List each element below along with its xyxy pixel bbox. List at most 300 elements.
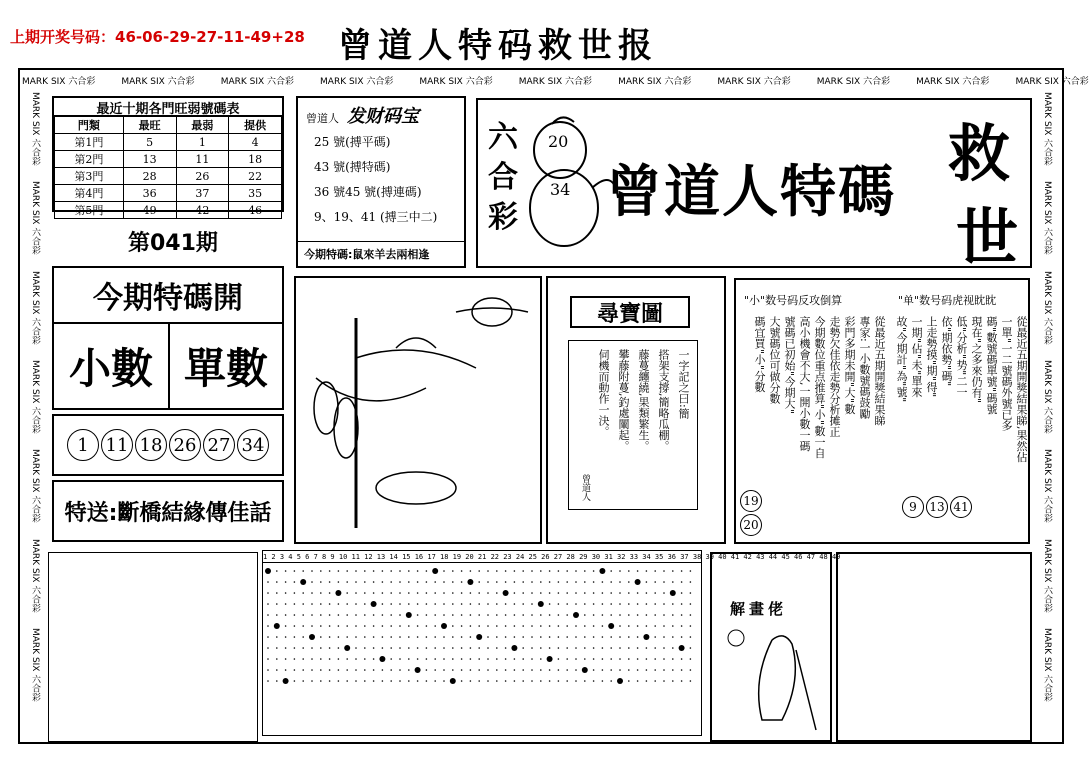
grid-dot xyxy=(584,647,586,649)
grid-dot xyxy=(681,581,683,583)
analysis-column: 一單"一二號碼外號已多 xyxy=(1000,316,1013,432)
grid-dot xyxy=(443,647,445,649)
grid-dot xyxy=(496,647,498,649)
grid-dot xyxy=(593,647,595,649)
grid-dot xyxy=(478,658,480,660)
treasure-box xyxy=(546,276,726,544)
grid-dot xyxy=(335,590,341,596)
grid-dot xyxy=(373,592,375,594)
grid-dot xyxy=(619,592,621,594)
grid-dot xyxy=(558,592,560,594)
grid-dot xyxy=(478,592,480,594)
grid-dot xyxy=(663,680,665,682)
grid-dot xyxy=(558,647,560,649)
grid-dot xyxy=(338,581,340,583)
history-table xyxy=(54,116,282,219)
table-row xyxy=(55,134,282,151)
grid-dot xyxy=(373,570,375,572)
grid-dot xyxy=(575,669,577,671)
grid-dot xyxy=(584,680,586,682)
banner-liuhecai xyxy=(488,118,518,238)
grid-dot xyxy=(672,581,674,583)
grid-dot xyxy=(478,603,480,605)
history-header-cell: 最弱 xyxy=(176,117,229,134)
grid-dot xyxy=(672,603,674,605)
grid-dot xyxy=(355,603,357,605)
grid-dot xyxy=(531,636,533,638)
grid-dot xyxy=(566,625,568,627)
grid-dot xyxy=(602,603,604,605)
grid-dot xyxy=(584,581,586,583)
grid-dot xyxy=(575,581,577,583)
grid-dot xyxy=(417,592,419,594)
band-label: MARK SIX 六合彩 xyxy=(518,76,593,87)
grid-dot xyxy=(628,581,630,583)
grid-dot xyxy=(294,636,296,638)
grid-dot xyxy=(531,603,533,605)
analysis-column: 故"今期計"為"號" xyxy=(895,316,908,403)
grid-dot xyxy=(531,680,533,682)
banner-side-2: 世 xyxy=(956,201,1019,274)
grid-dot xyxy=(584,603,586,605)
analysis-number: 19 xyxy=(740,490,762,512)
grid-dot xyxy=(531,669,533,671)
scroll-line: 藤蔓纏繞,果類繁生。 xyxy=(637,349,650,452)
band-label: MARK SIX 六合彩 xyxy=(30,270,40,345)
band-label: MARK SIX 六合彩 xyxy=(220,76,295,87)
grid-dot xyxy=(505,614,507,616)
grid-dot xyxy=(371,601,377,607)
grid-dot xyxy=(584,570,586,572)
grid-dot xyxy=(646,592,648,594)
grid-dot xyxy=(663,603,665,605)
grid-dot xyxy=(408,669,410,671)
grid-dot xyxy=(320,636,322,638)
grid-dot xyxy=(522,614,524,616)
grid-dot xyxy=(540,658,542,660)
band-label: MARK SIX 六合彩 xyxy=(1042,360,1052,434)
grid-dot xyxy=(373,669,375,671)
grid-dot xyxy=(390,614,392,616)
picture-box xyxy=(710,552,832,742)
grid-dot xyxy=(399,603,401,605)
treasure-signature: 曾道人 xyxy=(580,474,590,501)
number-ball: 18 xyxy=(135,429,167,461)
grid-dot xyxy=(637,570,639,572)
grid-dot xyxy=(408,647,410,649)
grid-dot xyxy=(461,669,463,671)
grid-dot xyxy=(478,625,480,627)
grid-dot xyxy=(309,634,315,640)
grid-dot xyxy=(390,636,392,638)
history-table-box xyxy=(52,96,284,217)
band-label: MARK SIX 六合彩 xyxy=(618,76,692,87)
grid-dot xyxy=(514,570,516,572)
grid-dot xyxy=(654,603,656,605)
grid-dot xyxy=(646,603,648,605)
grid-dot xyxy=(285,625,287,627)
grid-dot xyxy=(558,603,560,605)
grid-dot xyxy=(329,592,331,594)
grid-dot xyxy=(443,658,445,660)
grid-dot xyxy=(478,669,480,671)
grid-dot xyxy=(443,592,445,594)
grid-dot xyxy=(470,636,472,638)
grid-dot xyxy=(610,647,612,649)
grid-dot xyxy=(283,678,289,684)
band-label: MARK SIX 六合彩 xyxy=(22,76,96,87)
grid-dot xyxy=(549,680,551,682)
grid-dot xyxy=(294,614,296,616)
grid-dot xyxy=(311,581,313,583)
grid-dot xyxy=(267,658,269,660)
grid-dot xyxy=(654,636,656,638)
grid-dot xyxy=(426,570,428,572)
grid-dot xyxy=(478,581,480,583)
grid-dot xyxy=(346,625,348,627)
grid-dot xyxy=(355,625,357,627)
grid-dot xyxy=(522,592,524,594)
grid-dot xyxy=(311,625,313,627)
grid-dot xyxy=(547,656,553,662)
grid-dot xyxy=(434,581,436,583)
grid-dot xyxy=(584,592,586,594)
band-label: MARK SIX 六合彩 xyxy=(717,76,791,87)
grid-dot xyxy=(681,680,683,682)
grid-dot xyxy=(390,570,392,572)
grid-dot xyxy=(320,625,322,627)
grid-dot xyxy=(417,570,419,572)
grid-dot xyxy=(346,658,348,660)
grid-dot xyxy=(276,680,278,682)
grid-dot xyxy=(443,570,445,572)
grid-dot xyxy=(628,680,630,682)
analysis-number: 13 xyxy=(926,496,948,518)
grid-dot xyxy=(311,603,313,605)
grid-dot xyxy=(505,603,507,605)
grid-dot xyxy=(549,636,551,638)
grid-dot xyxy=(681,658,683,660)
grid-dot xyxy=(417,603,419,605)
grid-dot xyxy=(531,581,533,583)
grid-dot xyxy=(619,614,621,616)
analysis-column: 低"分析"势"二一 xyxy=(955,316,968,398)
grid-dot xyxy=(399,614,401,616)
grid-dot xyxy=(690,614,692,616)
grid-dot xyxy=(575,570,577,572)
grid-dot xyxy=(575,603,577,605)
grid-dot xyxy=(531,570,533,572)
grid-dot xyxy=(635,579,641,585)
grid-dot xyxy=(276,647,278,649)
band-label: MARK SIX 六合彩 xyxy=(30,628,40,702)
grid-dot xyxy=(637,647,639,649)
picture-title: 解畫佬 xyxy=(730,600,788,618)
grid-dot xyxy=(646,581,648,583)
grid-dot xyxy=(584,625,586,627)
grid-dot xyxy=(443,680,445,682)
grid-dot xyxy=(470,658,472,660)
grid-dot xyxy=(681,669,683,671)
grid-dot xyxy=(382,625,384,627)
grid-dot xyxy=(276,614,278,616)
grid-dot xyxy=(311,592,313,594)
grid-dot xyxy=(514,658,516,660)
grid-dot xyxy=(575,658,577,660)
grid-dot xyxy=(672,669,674,671)
table-row xyxy=(55,168,282,185)
grid-dot xyxy=(602,581,604,583)
grid-dot xyxy=(690,680,692,682)
grid-dot xyxy=(505,570,507,572)
analysis-column: 高小機會不大,一開小數一碼 xyxy=(798,316,811,452)
grid-dot xyxy=(602,669,604,671)
grid-dot xyxy=(478,680,480,682)
grid-dot xyxy=(593,658,595,660)
grid-dot xyxy=(285,669,287,671)
grid-dot xyxy=(619,647,621,649)
grid-dot xyxy=(338,603,340,605)
grid-dot xyxy=(663,570,665,572)
grid-dot xyxy=(408,592,410,594)
grid-dot xyxy=(338,625,340,627)
gourd-number-top: 20 xyxy=(548,132,569,151)
grid-dot xyxy=(267,636,269,638)
grid-dot xyxy=(602,614,604,616)
grid-dot xyxy=(617,678,623,684)
grid-dot xyxy=(566,581,568,583)
grid-dot xyxy=(382,570,384,572)
tips-box xyxy=(296,96,466,268)
band-label: MARK SIX 六合彩 xyxy=(816,76,891,87)
band-label: MARK SIX 六合彩 xyxy=(1042,538,1052,613)
history-cell: 第5門 xyxy=(55,202,124,219)
grid-dot xyxy=(593,581,595,583)
grid-dot xyxy=(646,658,648,660)
tips-line: 9、19、41 (搏三中二) xyxy=(314,210,438,224)
band-label: MARK SIX 六合彩 xyxy=(320,76,394,87)
grid-dot xyxy=(355,636,357,638)
grid-dot xyxy=(302,680,304,682)
grid-dot xyxy=(338,669,340,671)
grid-dot xyxy=(593,592,595,594)
grid-dot xyxy=(637,658,639,660)
grid-dot xyxy=(441,623,447,629)
grid-dot xyxy=(487,636,489,638)
grid-dot xyxy=(610,614,612,616)
grid-dot xyxy=(355,570,357,572)
grid-dot xyxy=(538,601,544,607)
grid-dot xyxy=(382,614,384,616)
grid-dot xyxy=(320,658,322,660)
table-row xyxy=(55,202,282,219)
grid-dot xyxy=(602,658,604,660)
grid-dot xyxy=(478,570,480,572)
grid-dot xyxy=(417,581,419,583)
grid-dot xyxy=(672,658,674,660)
number-ball: 1 xyxy=(67,429,99,461)
grid-dot xyxy=(496,636,498,638)
grid-dot xyxy=(496,669,498,671)
grid-dot xyxy=(549,669,551,671)
grid-dot xyxy=(628,658,630,660)
old-man-icon xyxy=(712,620,830,740)
history-cell: 28 xyxy=(123,168,176,185)
grid-dot xyxy=(467,579,473,585)
grid-dot xyxy=(654,581,656,583)
grid-dot xyxy=(646,680,648,682)
history-cell: 13 xyxy=(123,151,176,168)
grid-dot xyxy=(302,625,304,627)
grid-dot xyxy=(566,680,568,682)
grid-dot xyxy=(461,680,463,682)
grid-dot xyxy=(276,658,278,660)
grid-dot xyxy=(302,636,304,638)
grid-dot xyxy=(540,636,542,638)
history-cell: 35 xyxy=(229,185,282,202)
grid-dot xyxy=(681,636,683,638)
history-cell: 36 xyxy=(123,185,176,202)
grid-dot xyxy=(355,680,357,682)
grid-dot xyxy=(294,625,296,627)
banner-char: 六 xyxy=(488,120,518,155)
analysis-number: 41 xyxy=(950,496,972,518)
grid-dot xyxy=(505,636,507,638)
grid-dot xyxy=(593,669,595,671)
grid-dot xyxy=(267,647,269,649)
grid-dot xyxy=(276,592,278,594)
grid-dot xyxy=(654,570,656,572)
grid-dot xyxy=(514,625,516,627)
grid-dot xyxy=(531,614,533,616)
grid-dot xyxy=(382,592,384,594)
grid-dot xyxy=(443,636,445,638)
grid-dot xyxy=(540,647,542,649)
grid-dot xyxy=(452,581,454,583)
analysis-column: 從最近五期開獎結果睇,果然佔 xyxy=(1015,316,1028,463)
grid-dot xyxy=(540,680,542,682)
grid-dot xyxy=(434,658,436,660)
grid-dot xyxy=(646,625,648,627)
analysis-left-title: "小"数号码反攻倒算 xyxy=(744,294,843,307)
grid-dot xyxy=(672,647,674,649)
grid-dot xyxy=(382,581,384,583)
grid-dot xyxy=(434,592,436,594)
table-row xyxy=(55,151,282,168)
grid-dot xyxy=(505,625,507,627)
grid-dot xyxy=(602,625,604,627)
grid-dot xyxy=(487,592,489,594)
grid-dot xyxy=(452,603,454,605)
grid-dot xyxy=(496,625,498,627)
grid-dot xyxy=(522,658,524,660)
grid-dot xyxy=(672,570,674,572)
grid-dot xyxy=(514,603,516,605)
grid-dot xyxy=(364,614,366,616)
grid-dot xyxy=(311,658,313,660)
grid-dot xyxy=(267,669,269,671)
grid-dot xyxy=(505,647,507,649)
grid-dot xyxy=(373,625,375,627)
grid-dot xyxy=(390,647,392,649)
grid-dot xyxy=(311,647,313,649)
grid-dot xyxy=(514,614,516,616)
grid-dot xyxy=(355,592,357,594)
grid-dot xyxy=(487,570,489,572)
grid-dot xyxy=(417,680,419,682)
history-header-cell: 提供 xyxy=(229,117,282,134)
grid-dot xyxy=(338,680,340,682)
grid-dot xyxy=(302,658,304,660)
band-label: MARK SIX 六合彩 xyxy=(419,76,493,87)
grid-dot xyxy=(294,680,296,682)
grid-dot xyxy=(654,614,656,616)
grid-dot xyxy=(346,581,348,583)
grid-dot xyxy=(637,680,639,682)
special-numbers xyxy=(52,414,284,476)
grid-dot xyxy=(514,592,516,594)
analysis-column: 走勢欠佳依走勢分析摊正 xyxy=(828,316,841,437)
grid-dot xyxy=(338,658,340,660)
grid-dot xyxy=(681,592,683,594)
grid-dot xyxy=(558,614,560,616)
grid-dot xyxy=(432,568,438,574)
grid-dot xyxy=(619,603,621,605)
grid-dot xyxy=(487,680,489,682)
grid-dot xyxy=(434,680,436,682)
grid-dot xyxy=(593,680,595,682)
grid-dot xyxy=(599,568,605,574)
tips-line: 36 號45 號(搏連碼) xyxy=(314,185,422,199)
history-cell: 42 xyxy=(176,202,229,219)
number-ball: 27 xyxy=(203,429,235,461)
grid-dot xyxy=(267,625,269,627)
analysis-column: 號碼已初始"今期大" xyxy=(783,316,796,415)
grid-dot xyxy=(285,614,287,616)
grid-dot xyxy=(408,581,410,583)
grid-dot xyxy=(610,680,612,682)
grid-dot xyxy=(522,636,524,638)
grid-dot xyxy=(379,656,385,662)
grid-dot xyxy=(364,592,366,594)
grid-dot xyxy=(399,647,401,649)
grid-dot xyxy=(566,603,568,605)
grid-dot xyxy=(415,667,421,673)
grid-dot xyxy=(487,614,489,616)
band-label: MARK SIX 六合彩 xyxy=(30,538,40,613)
band-label: MARK SIX 六合彩 xyxy=(1042,270,1052,345)
history-cell: 第2門 xyxy=(55,151,124,168)
grid-dot xyxy=(681,614,683,616)
grid-dot xyxy=(382,603,384,605)
grid-dot xyxy=(329,636,331,638)
scroll-line: 搭架支撐,簡略瓜棚。 xyxy=(657,349,670,452)
grid-dot xyxy=(302,647,304,649)
analysis-column: 碼宜買"小"分數 xyxy=(753,316,766,393)
grid-dot xyxy=(329,647,331,649)
grid-dot xyxy=(276,581,278,583)
grid-dot xyxy=(575,647,577,649)
grid-dot xyxy=(267,603,269,605)
grid-dot xyxy=(265,568,271,574)
grid-dot xyxy=(514,581,516,583)
grid-dot xyxy=(311,614,313,616)
grid-dot xyxy=(505,669,507,671)
grid-dot xyxy=(408,570,410,572)
tips-footer: 今期特碼:鼠來羊去兩相逢 xyxy=(298,241,464,266)
grid-dot xyxy=(390,680,392,682)
grid-dot xyxy=(654,592,656,594)
